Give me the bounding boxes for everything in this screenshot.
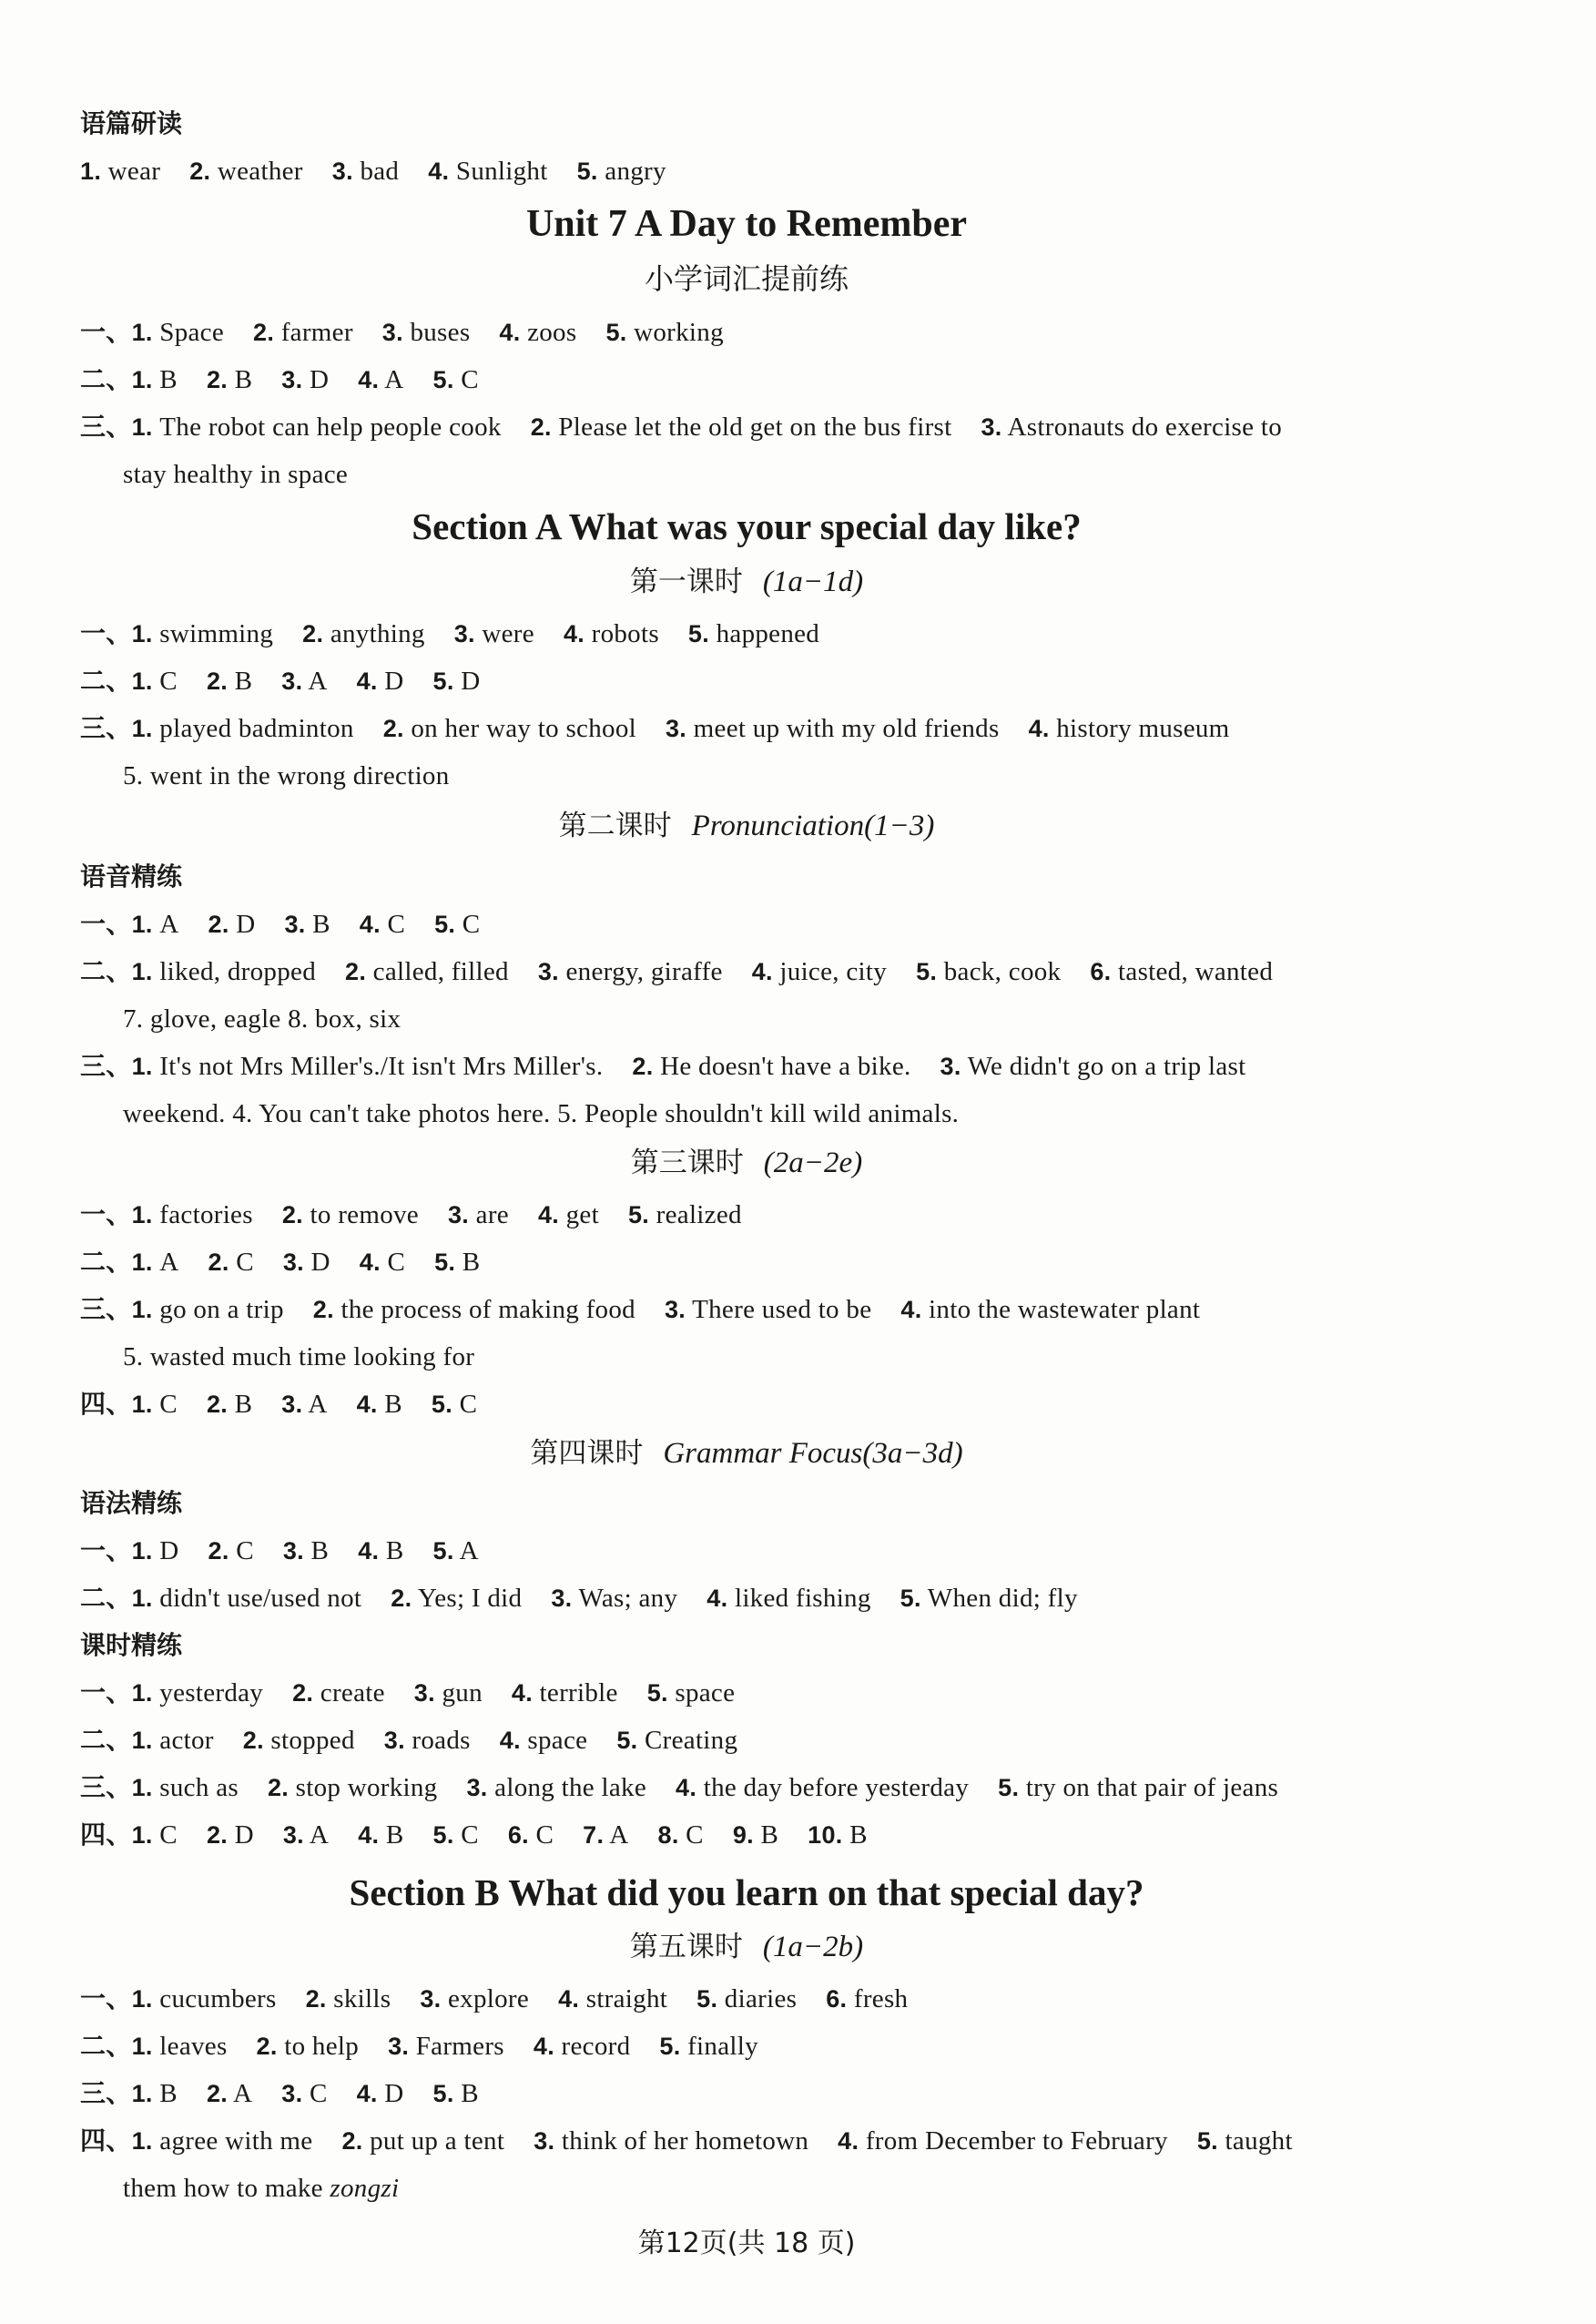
question-group-mark: 四、	[80, 1819, 132, 1850]
answer-item: 3. A	[281, 1390, 328, 1419]
answer-item: 1. didn't use/used not	[131, 1584, 362, 1613]
answer-item: 1. C	[131, 1390, 178, 1419]
answer-item: 1. agree with me	[131, 2126, 313, 2156]
answer-item: 2. create	[292, 1678, 385, 1707]
answer-item: 4. D	[356, 2079, 404, 2108]
answer-item: 4. C	[359, 910, 406, 939]
answer-text: them how to make	[123, 2174, 330, 2203]
answer-item: 5. D	[432, 667, 481, 696]
answer-item: 7. A	[583, 1820, 629, 1850]
answer-item: 3. B	[282, 1536, 330, 1565]
question-group-mark: 三、	[80, 1051, 132, 1081]
question-group-mark: 二、	[80, 1725, 132, 1755]
answer-line-cont: stay healthy in space	[123, 460, 349, 489]
page-footer	[0, 2224, 1493, 2262]
answer-item: 3. along the lake	[466, 1773, 647, 1802]
answer-item: 4. juice, city	[751, 957, 888, 986]
answer-item: 4. terrible	[511, 1678, 618, 1707]
answer-item: 3. Astronauts do exercise to	[981, 413, 1283, 442]
lesson-label: 第三课时	[630, 1147, 744, 1179]
question-group-mark: 三、	[80, 1772, 132, 1802]
answer-item: 5. space	[646, 1678, 736, 1707]
answer-line	[80, 2125, 1293, 2157]
lesson-range: Grammar Focus(3a−3d)	[663, 1437, 963, 1470]
answer-line	[80, 1983, 908, 2015]
answer-item: 4. zoos	[499, 318, 577, 347]
answer-line-cont: 5. went in the wrong direction	[123, 761, 450, 790]
answer-item: 5. Creating	[616, 1726, 738, 1755]
answer-item: 3. D	[282, 1248, 330, 1277]
lesson-title-2	[0, 807, 1493, 845]
answer-item: 2. to help	[256, 2032, 360, 2061]
question-group-mark: 三、	[80, 412, 132, 442]
answer-line-cont	[123, 2172, 399, 2205]
answer-item: 4. get	[537, 1200, 599, 1229]
answer-item: 1. Space	[131, 318, 225, 347]
lesson-label: 第一课时	[629, 566, 743, 598]
answer-item: 1. leaves	[131, 2032, 228, 2061]
answer-item: 2. stopped	[242, 1726, 355, 1755]
answer-item: 4. A	[358, 365, 404, 394]
lesson-title-5	[0, 1928, 1493, 1966]
answer-item: 6. fresh	[826, 1984, 909, 2013]
answer-item: 2. put up a tent	[341, 2126, 505, 2156]
answer-item: 5. taught	[1196, 2126, 1293, 2156]
answer-item: 2. B	[206, 667, 253, 696]
answer-item: 2. C	[208, 1536, 254, 1565]
answer-item: 5. C	[432, 365, 479, 394]
answer-item: 2. He doesn't have a bike.	[632, 1052, 911, 1081]
lesson-range: (1a−1d)	[762, 566, 864, 598]
section-b-title: Section B What did you learn on that special day?	[349, 1871, 1144, 1913]
answer-line	[80, 665, 480, 698]
question-group-mark: 二、	[80, 1247, 132, 1277]
answer-item: 1. played badminton	[131, 714, 354, 743]
answer-line	[80, 155, 666, 188]
answer-item: 4. history museum	[1028, 714, 1230, 743]
answer-item: 3. Farmers	[388, 2032, 504, 2061]
answer-item: 5. B	[432, 2079, 479, 2108]
answer-line	[80, 1771, 1278, 1804]
answer-item: 1. A	[131, 910, 179, 939]
answer-item: 3. buses	[381, 318, 471, 347]
answer-line	[80, 2077, 479, 2110]
answer-item: 2. C	[208, 1248, 254, 1277]
question-group-mark: 二、	[80, 2031, 132, 2061]
answer-item: 2. A	[206, 2079, 253, 2108]
answer-item: 2. called, filled	[345, 957, 509, 986]
question-group-mark: 二、	[80, 364, 132, 394]
answer-line	[80, 2030, 758, 2063]
answer-item: 2. farmer	[253, 318, 353, 347]
answer-line	[80, 908, 480, 941]
answer-item: 4. C	[359, 1248, 406, 1277]
question-group-mark: 四、	[80, 1389, 132, 1419]
answer-item: 3. energy, giraffe	[537, 957, 723, 986]
unit-title: Unit 7 A Day to Remember	[525, 203, 968, 245]
question-group-mark: 一、	[80, 1535, 132, 1565]
answer-item: 3. There used to be	[664, 1295, 872, 1324]
answer-item: 4. B	[358, 1536, 404, 1565]
answer-item: 3. A	[282, 1820, 330, 1850]
answer-item: 2. anything	[302, 619, 425, 648]
question-group-mark: 二、	[80, 666, 132, 696]
answer-line	[80, 1246, 480, 1279]
lesson-title-3	[0, 1144, 1493, 1182]
answer-item: 1. cucumbers	[131, 1984, 277, 2013]
answer-item: 4. Sunlight	[428, 157, 548, 186]
answer-line-cont: 5. wasted much time looking for	[123, 1342, 475, 1371]
answer-item: 2. B	[206, 365, 253, 394]
answer-item: 4. from December to February	[838, 2126, 1168, 2156]
answer-item: 3. bad	[331, 157, 400, 186]
answer-item: 2. B	[206, 1390, 253, 1419]
answer-item: 4. B	[358, 1820, 404, 1850]
answer-item: 4. record	[533, 2032, 631, 2061]
answer-line	[80, 1582, 1078, 1615]
heading-yufa: 语法精练	[80, 1488, 183, 1518]
answer-item: 3. We didn't go on a trip last	[940, 1052, 1246, 1081]
answer-line	[80, 955, 1273, 988]
answer-item: 5. diaries	[696, 1984, 798, 2013]
answer-item: 1. swimming	[131, 619, 274, 648]
answer-line	[80, 617, 819, 650]
answer-item: 1. C	[131, 667, 178, 696]
answer-item: 4. B	[356, 1390, 402, 1419]
answer-item: 4. straight	[558, 1984, 668, 2013]
answer-line	[80, 363, 479, 396]
answer-item: 2. stop working	[267, 1773, 438, 1802]
answer-item: 9. B	[732, 1820, 779, 1850]
answer-item: 3. meet up with my old friends	[665, 714, 1000, 743]
answer-item: 5. realized	[627, 1200, 742, 1229]
answer-item: 1. go on a trip	[131, 1295, 284, 1324]
answer-item: 1. D	[131, 1536, 179, 1565]
answer-item: 6. tasted, wanted	[1090, 957, 1274, 986]
answer-item: 1. wear	[80, 157, 161, 186]
answer-line	[80, 1293, 1200, 1326]
answer-item: 1. such as	[131, 1773, 239, 1802]
answer-item: 5. finally	[659, 2032, 758, 2061]
heading-keshi: 课时精练	[80, 1630, 183, 1660]
lesson-label: 第二课时	[558, 810, 672, 842]
question-group-mark: 三、	[80, 2078, 132, 2108]
answer-item: 10. B	[808, 1820, 868, 1850]
lesson-range: Pronunciation(1−3)	[691, 810, 935, 842]
answer-item: 2. D	[206, 1820, 254, 1850]
answer-line	[80, 1819, 868, 1851]
answer-item: 2. weather	[189, 157, 303, 186]
answer-line	[80, 1198, 742, 1231]
answer-item: 3. B	[284, 910, 330, 939]
answer-item: 4. into the wastewater plant	[900, 1295, 1201, 1324]
answer-item: 1. actor	[131, 1726, 214, 1755]
question-group-mark: 一、	[80, 1983, 132, 2013]
section-a-title: Section A What was your special day like?	[412, 505, 1082, 547]
lesson-label: 第四课时	[530, 1437, 644, 1470]
question-group-mark: 四、	[80, 2125, 132, 2156]
answer-item: 3. D	[281, 365, 330, 394]
page-number: 第12页(共 18 页)	[637, 2227, 856, 2259]
lesson-label: 第五课时	[629, 1931, 743, 1963]
answer-item: 4. the day before yesterday	[676, 1773, 970, 1802]
answer-text-italic: zongzi	[330, 2174, 400, 2203]
answer-item: 2. the process of making food	[312, 1295, 635, 1324]
answer-item: 5. C	[434, 910, 481, 939]
answer-item: 5. happened	[687, 619, 820, 648]
answer-item: 1. C	[131, 1820, 178, 1850]
subheading-xiaoxue: 小学词汇提前练	[644, 261, 849, 296]
lesson-title-1	[0, 563, 1493, 601]
answer-item: 1. liked, dropped	[131, 957, 316, 986]
question-group-mark: 一、	[80, 618, 132, 648]
answer-item: 2. on her way to school	[382, 714, 636, 743]
answer-item: 2. D	[208, 910, 256, 939]
answer-item: 3. A	[281, 667, 328, 696]
answer-item: 5. A	[432, 1536, 479, 1565]
lesson-range: (2a−2e)	[763, 1147, 863, 1179]
answer-item: 4. D	[356, 667, 404, 696]
answer-item: 4. space	[499, 1726, 588, 1755]
question-group-mark: 三、	[80, 713, 132, 743]
answer-line	[80, 316, 724, 349]
answer-item: 3. C	[281, 2079, 328, 2108]
answer-item: 5. try on that pair of jeans	[998, 1773, 1279, 1802]
heading-yuyin: 语音精练	[80, 861, 183, 892]
answer-item: 4. robots	[563, 619, 659, 648]
answer-item: 5. working	[605, 318, 724, 347]
answer-item: 3. are	[447, 1200, 509, 1229]
answer-line	[80, 1388, 477, 1421]
answer-item: 1. It's not Mrs Miller's./It isn't Mrs Miller's.	[131, 1052, 604, 1081]
answer-item: 3. explore	[420, 1984, 530, 2013]
answer-item: 1. A	[131, 1248, 179, 1277]
answer-item: 5. When did; fly	[900, 1584, 1078, 1613]
answer-item: 5. back, cook	[916, 957, 1062, 986]
answer-item: 1. B	[131, 2079, 178, 2108]
answer-item: 1. B	[131, 365, 178, 394]
question-group-mark: 一、	[80, 1199, 132, 1229]
answer-line	[80, 411, 1282, 443]
lesson-title-4	[0, 1434, 1493, 1473]
answer-line	[80, 712, 1230, 745]
answer-line	[80, 1050, 1245, 1083]
answer-item: 1. yesterday	[131, 1678, 264, 1707]
heading-yupian: 语篇研读	[80, 108, 183, 138]
answer-item: 6. C	[507, 1820, 554, 1850]
answer-line	[80, 1677, 735, 1709]
answer-item: 3. roads	[383, 1726, 471, 1755]
answer-line	[80, 1534, 479, 1567]
answer-item: 1. factories	[131, 1200, 253, 1229]
answer-item: 5. B	[434, 1248, 481, 1277]
question-group-mark: 二、	[80, 956, 132, 986]
question-group-mark: 三、	[80, 1294, 132, 1324]
lesson-range: (1a−2b)	[762, 1931, 864, 1963]
answer-item: 3. Was; any	[551, 1584, 678, 1613]
answer-line-cont: weekend. 4. You can't take photos here. 5. People shouldn't kill wild animals.	[123, 1099, 960, 1128]
answer-item: 3. gun	[413, 1678, 483, 1707]
answer-item: 2. Yes; I did	[391, 1584, 523, 1613]
question-group-mark: 二、	[80, 1583, 132, 1613]
answer-item: 2. skills	[305, 1984, 391, 2013]
question-group-mark: 一、	[80, 317, 132, 347]
answer-item: 2. to remove	[281, 1200, 419, 1229]
answer-item: 3. think of her hometown	[534, 2126, 809, 2156]
answer-item: 5. C	[432, 1820, 479, 1850]
answer-item: 8. C	[657, 1820, 704, 1850]
answer-item: 4. liked fishing	[707, 1584, 871, 1613]
question-group-mark: 一、	[80, 1677, 132, 1707]
question-group-mark: 一、	[80, 909, 132, 939]
answer-item: 3. were	[453, 619, 534, 648]
answer-item: 2. Please let the old get on the bus first	[530, 413, 952, 442]
answer-item: 5. C	[431, 1390, 478, 1419]
answer-item: 1. The robot can help people cook	[131, 413, 502, 442]
answer-line-cont: 7. glove, eagle 8. box, six	[123, 1004, 402, 1034]
answer-line	[80, 1724, 737, 1757]
answer-item: 5. angry	[576, 157, 666, 186]
